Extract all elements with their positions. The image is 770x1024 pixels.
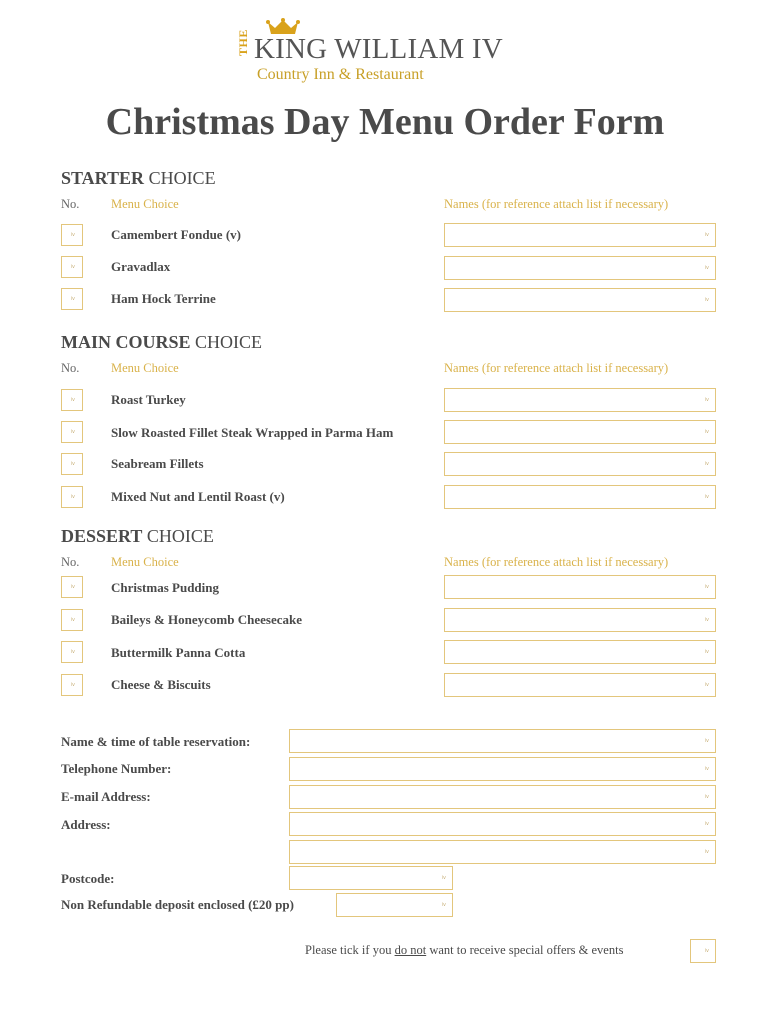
logo-the: THE [236, 29, 250, 56]
dessert-item-label: Christmas Pudding [111, 580, 219, 595]
telephone-label: Telephone Number: [61, 761, 172, 776]
starter-names-input[interactable] [444, 256, 716, 280]
main-names-input[interactable] [444, 388, 716, 412]
optout-label: Please tick if you do not want to receive special offers & events [305, 943, 624, 957]
postcode-label: Postcode: [61, 871, 115, 886]
main-item-label: Roast Turkey [111, 392, 186, 407]
logo-name: KING WILLIAM IV [254, 33, 503, 65]
reservation-label: Name & time of table reservation: [61, 734, 251, 749]
starter-qty-input[interactable] [61, 256, 83, 278]
main-qty-input[interactable] [61, 389, 83, 411]
dessert-item-label: Cheese & Biscuits [111, 677, 211, 692]
starter-section-title: STARTER CHOICE [61, 168, 216, 188]
main-names-input[interactable] [444, 452, 716, 476]
dessert-col-names: Names (for reference attach list if necessary) [444, 555, 669, 569]
starter-qty-input[interactable] [61, 288, 83, 310]
dessert-item-label: Buttermilk Panna Cotta [111, 645, 246, 660]
reservation-input[interactable] [289, 729, 716, 753]
dessert-names-input[interactable] [444, 640, 716, 664]
dessert-item-label: Baileys & Honeycomb Cheesecake [111, 612, 303, 627]
dessert-col-no: No. [61, 555, 80, 569]
main-names-input[interactable] [444, 485, 716, 509]
postcode-input[interactable] [289, 866, 453, 890]
deposit-input[interactable] [336, 893, 453, 917]
main-col-names: Names (for reference attach list if necessary) [444, 361, 669, 375]
starter-item-label: Ham Hock Terrine [111, 291, 216, 306]
main-item-label: Slow Roasted Fillet Steak Wrapped in Parma Ham [111, 425, 394, 440]
main-item-label: Seabream Fillets [111, 456, 204, 471]
dessert-qty-input[interactable] [61, 576, 83, 598]
main-names-input[interactable] [444, 420, 716, 444]
dessert-col-menu: Menu Choice [111, 555, 179, 569]
main-qty-input[interactable] [61, 453, 83, 475]
starter-col-no: No. [61, 197, 80, 211]
dessert-qty-input[interactable] [61, 641, 83, 663]
dessert-names-input[interactable] [444, 673, 716, 697]
starter-qty-input[interactable] [61, 224, 83, 246]
address-input-line2[interactable] [289, 840, 716, 864]
starter-item-label: Camembert Fondue (v) [111, 227, 241, 242]
address-input-line1[interactable] [289, 812, 716, 836]
starter-names-input[interactable] [444, 223, 716, 247]
logo-subtitle: Country Inn & Restaurant [257, 66, 424, 83]
dessert-section-title: DESSERT CHOICE [61, 526, 214, 546]
starter-names-input[interactable] [444, 288, 716, 312]
main-qty-input[interactable] [61, 421, 83, 443]
email-label: E-mail Address: [61, 789, 151, 804]
logo [238, 18, 538, 88]
dessert-qty-input[interactable] [61, 609, 83, 631]
starter-item-label: Gravadlax [111, 259, 171, 274]
main-item-label: Mixed Nut and Lentil Roast (v) [111, 489, 285, 504]
telephone-input[interactable] [289, 757, 716, 781]
main-section-title: MAIN COURSE CHOICE [61, 332, 263, 352]
starter-col-names: Names (for reference attach list if necessary) [444, 197, 669, 211]
page-title: Christmas Day Menu Order Form [105, 101, 665, 143]
dessert-qty-input[interactable] [61, 674, 83, 696]
optout-checkbox[interactable] [690, 939, 716, 963]
main-qty-input[interactable] [61, 486, 83, 508]
address-label: Address: [61, 817, 111, 832]
main-col-no: No. [61, 361, 80, 375]
deposit-label: Non Refundable deposit enclosed (£20 pp) [61, 897, 294, 912]
starter-col-menu: Menu Choice [111, 197, 179, 211]
dessert-names-input[interactable] [444, 608, 716, 632]
main-col-menu: Menu Choice [111, 361, 179, 375]
email-input[interactable] [289, 785, 716, 809]
dessert-names-input[interactable] [444, 575, 716, 599]
